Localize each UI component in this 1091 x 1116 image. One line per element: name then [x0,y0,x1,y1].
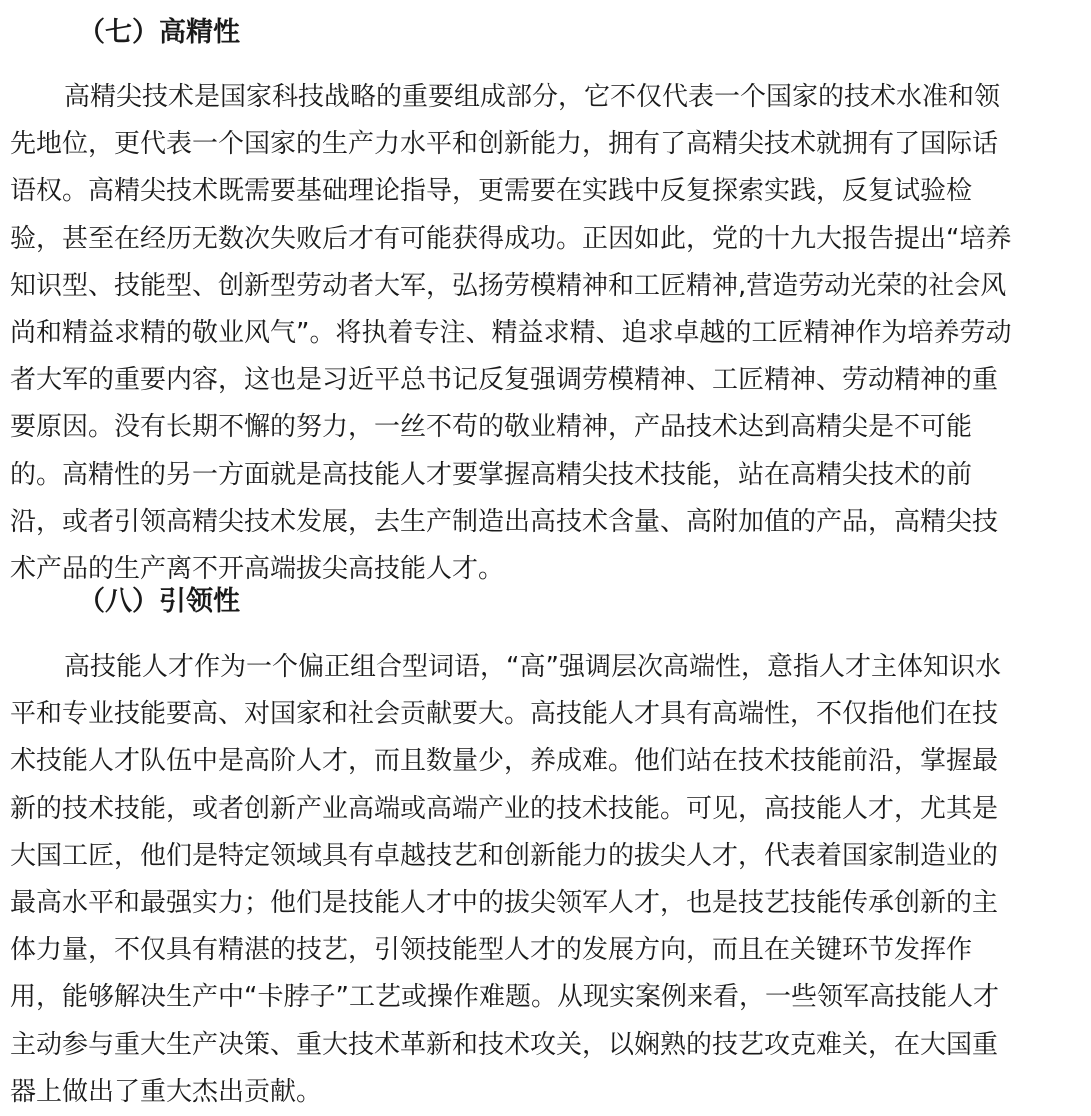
paragraph-line: 的。高精性的另一方面就是高技能人才要掌握高精尖技术技能，站在高精尖技术的前 [10,459,973,490]
section-heading-8: （八）引领性 [78,586,240,617]
paragraph-line: 验，甚至在经历无数次失败后才有可能获得成功。正因如此，党的十九大报告提出“培养 [10,223,1012,254]
paragraph-line: 要原因。没有长期不懈的努力，一丝不苟的敬业精神，产品技术达到高精尖是不可能 [10,412,973,443]
paragraph-8 [10,644,1001,1116]
paragraph-line: 高精尖技术是国家科技战略的重要组成部分，它不仅代表一个国家的技术水准和领 [64,82,1001,112]
paragraph-line: 体力量，不仅具有精湛的技艺，引领技能型人才的发展方向，而且在关键环节发挥作 [10,935,973,966]
paragraph-line: 先地位，更代表一个国家的生产力水平和创新能力，拥有了高精尖技术就拥有了国际话 [10,129,999,160]
paragraph-line: 术产品的生产离不开高端拔尖高技能人才。 [10,553,505,584]
section-heading-7: （七）高精性 [78,17,240,48]
paragraph-line: 主动参与重大生产决策、重大技术革新和技术攻关，以娴熟的技艺攻克难关，在大国重 [10,1029,999,1060]
paragraph-line: 平和专业技能要高、对国家和社会贡献要大。高技能人才具有高端性，不仅指他们在技 [10,699,999,730]
paragraph-7 [10,74,1011,593]
paragraph-line: 最高水平和最强实力；他们是技能人才中的拔尖领军人才，也是技艺技能传承创新的主 [10,887,999,918]
paragraph-line: 知识型、技能型、创新型劳动者大军，弘扬劳模精神和工匠精神,营造劳动光荣的社会风 [10,270,1007,301]
paragraph-line: 沿，或者引领高精尖技术发展，去生产制造出高技术含量、高附加值的产品，高精尖技 [10,506,999,537]
paragraph-line: 用，能够解决生产中“卡脖子”工艺或操作难题。从现实案例来看，一些领军高技能人才 [10,982,999,1013]
paragraph-line: 新的技术技能，或者创新产业高端或高端产业的技术技能。可见，高技能人才，尤其是 [10,793,999,824]
paragraph-line: 大国工匠，他们是特定领域具有卓越技艺和创新能力的拔尖人才，代表着国家制造业的 [10,840,999,871]
paragraph-line: 器上做出了重大杰出贡献。 [10,1076,323,1107]
paragraph-line: 尚和精益求精的敬业风气”。将执着专注、精益求精、追求卓越的工匠精神作为培养劳动 [10,317,1012,348]
paragraph-line: 高技能人才作为一个偏正组合型词语，“高”强调层次高端性，意指人才主体知识水 [64,652,1001,682]
paragraph-line: 语权。高精尖技术既需要基础理论指导，更需要在实践中反复探索实践，反复试验检 [10,176,973,207]
paragraph-line: 术技能人才队伍中是高阶人才，而且数量少，养成难。他们站在技术技能前沿，掌握最 [10,746,999,777]
paragraph-line: 者大军的重要内容，这也是习近平总书记反复强调劳模精神、工匠精神、劳动精神的重 [10,365,999,396]
